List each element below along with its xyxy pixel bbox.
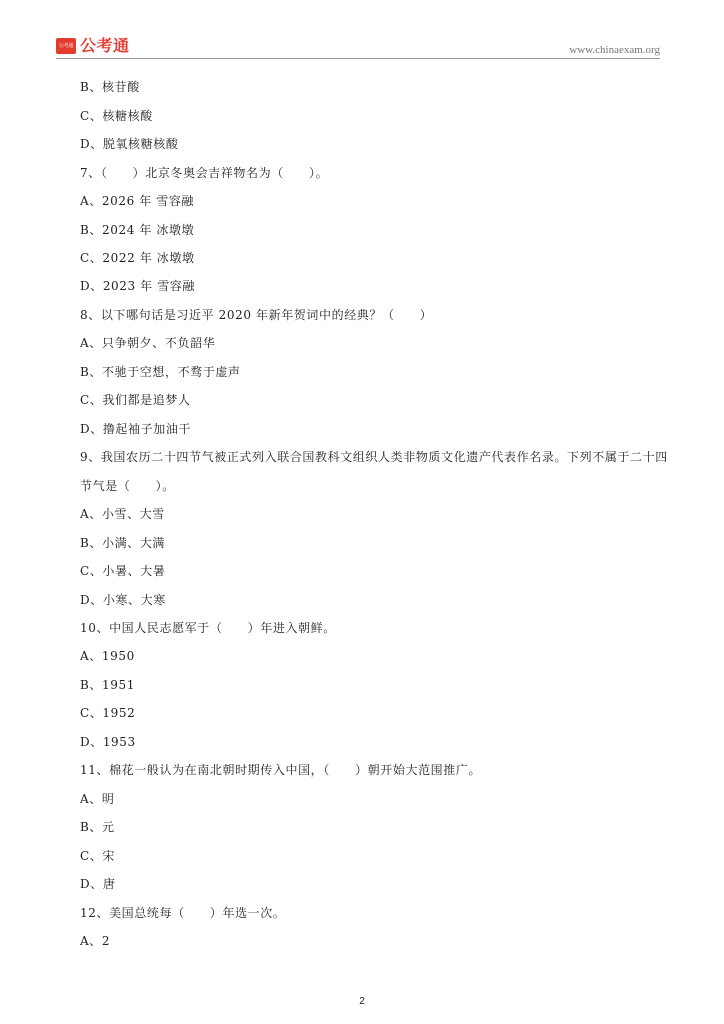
option-9b: B、小满、大满 — [80, 536, 166, 550]
option-10a: A、1950 — [80, 649, 135, 663]
question-7: 7、（ ）北京冬奥会吉祥物名为（ ）。 — [80, 166, 329, 180]
question-10: 10、中国人民志愿军于（ ）年进入朝鲜。 — [80, 621, 336, 635]
option-11a: A、明 — [80, 792, 115, 806]
question-9-line-1: 9、我国农历二十四节气被正式列入联合国教科文组织人类非物质文化遗产代表作名录。下列不属于二十四 — [80, 450, 668, 464]
option-8d: D、撸起袖子加油干 — [80, 422, 192, 436]
option-6c: C、核糖核酸 — [80, 109, 153, 123]
logo — [56, 36, 130, 56]
option-12a: A、2 — [80, 934, 111, 948]
option-11d: D、唐 — [80, 877, 116, 891]
site-url: www.chinaexam.org — [569, 44, 660, 56]
logo-badge-icon: 公考通 — [56, 38, 76, 54]
option-8a: A、只争朝夕、不负韶华 — [80, 336, 216, 350]
option-6d: D、脱氧核糖核酸 — [80, 137, 179, 151]
question-8: 8、以下哪句话是习近平 2020 年新年贺词中的经典？（ ） — [80, 308, 433, 322]
option-8c: C、我们都是追梦人 — [80, 393, 191, 407]
option-7b: B、2024 年 冰墩墩 — [80, 223, 195, 237]
header-divider — [56, 58, 660, 59]
option-7a: A、2026 年 雪容融 — [80, 194, 195, 208]
question-12: 12、美国总统每（ ）年选一次。 — [80, 906, 286, 920]
question-11: 11、棉花一般认为在南北朝时期传入中国，（ ）朝开始大范围推广。 — [80, 763, 482, 777]
option-10b: B、1951 — [80, 678, 135, 692]
option-6b: B、核苷酸 — [80, 80, 140, 94]
option-11b: B、元 — [80, 820, 115, 834]
option-9d: D、小寒、大寒 — [80, 593, 166, 607]
option-7c: C、2022 年 冰墩墩 — [80, 251, 195, 265]
option-11c: C、宋 — [80, 849, 115, 863]
page-header — [56, 36, 660, 58]
option-10c: C、1952 — [80, 706, 136, 720]
option-9a: A、小雪、大雪 — [80, 507, 165, 521]
logo-text: 公考通 — [80, 36, 130, 55]
option-8b: B、不驰于空想，不骛于虚声 — [80, 365, 241, 379]
question-9-line-2: 节气是（ ）。 — [80, 479, 175, 493]
option-9c: C、小暑、大暑 — [80, 564, 166, 578]
option-10d: D、1953 — [80, 735, 136, 749]
option-7d: D、2023 年 雪容融 — [80, 279, 195, 293]
page-number: 2 — [359, 996, 365, 1007]
